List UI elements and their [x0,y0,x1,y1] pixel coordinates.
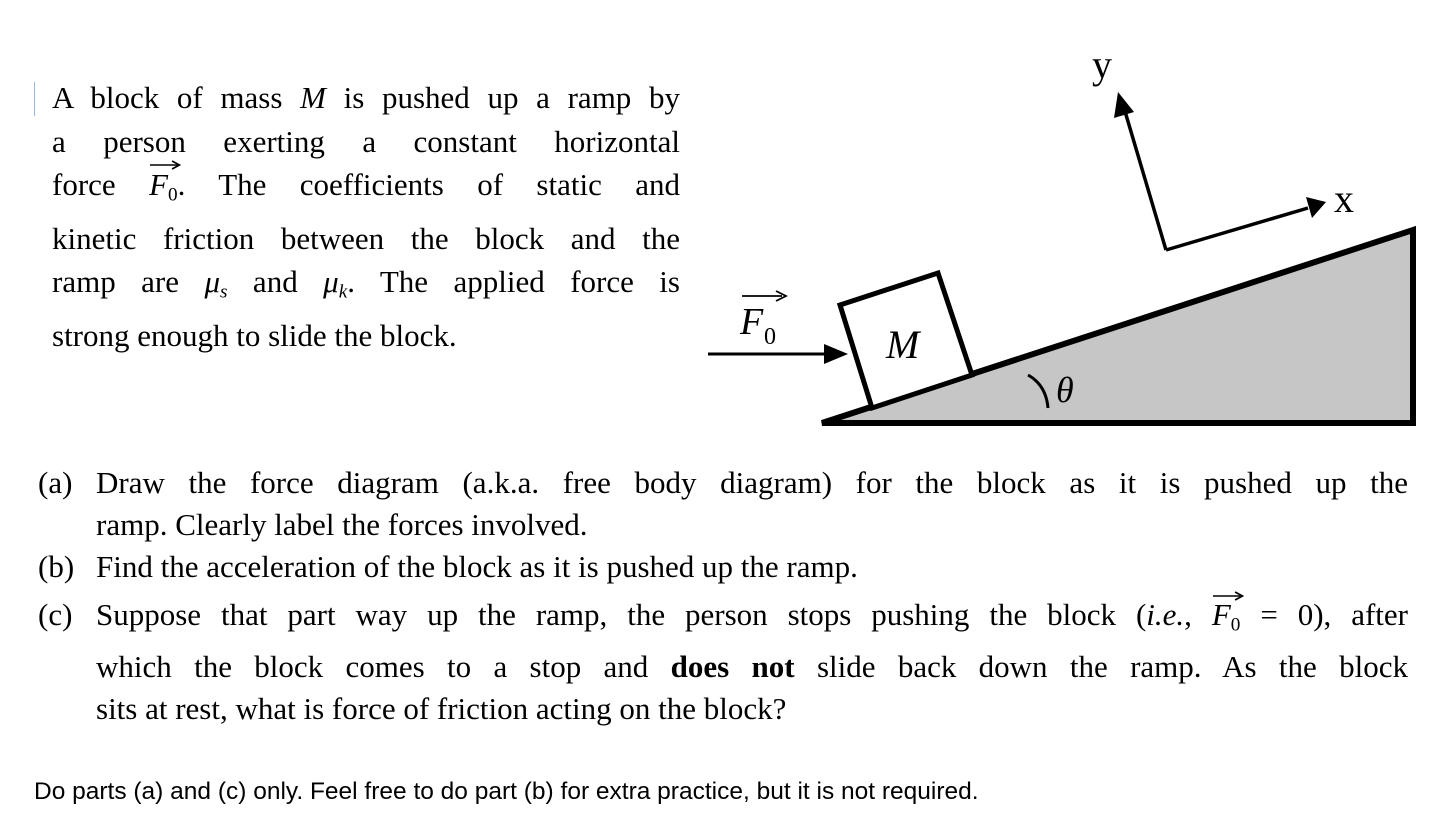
mu-kinetic: $\mu_k$ [323,264,348,303]
force-label [739,291,786,350]
force-vector-f0: $F_0$ [149,163,178,217]
part-a-line-1: Draw the force diagram (a.k.a. free body diagram) for the block as it is pushed up the [96,465,1408,500]
intro-line-6: strong enough to slide the block. [52,318,457,354]
axis-y-label: y [1092,42,1112,87]
part-c-line-1: Suppose that part way up the ramp, the person stops pushing the block (i.e., $F_0 = 0$), after [96,594,1408,646]
assignment-note: Do parts (a) and (c) only. Feel free to do part (b) for extra practice, but it is not required. [34,778,979,805]
part-c-label: (c) [38,597,73,632]
question-parts [38,462,1408,730]
part-b-label: (b) [38,549,75,584]
intro-line-4: kinetic friction between the block and the [52,220,680,256]
svg-text:F: F [740,301,764,343]
part-a-label: (a) [38,465,73,500]
block-label: M [886,322,920,367]
part-c [38,594,1408,730]
text-cursor [34,82,35,116]
intro-line-1: A block of mass M is pushed up a ramp by [52,80,680,115]
ramp-diagram [700,40,1430,440]
intro-line-2: a person exerting a constant horizontal [52,123,680,159]
part-b-line-1: Find the acceleration of the block as it is pushed up the ramp. [96,549,858,584]
intro-line-3: force $F_0$. The coefficients of static and [52,163,680,217]
part-b [38,546,1408,588]
problem-statement [52,76,680,358]
force-vector-f0-zero: $F_0$ [1212,594,1241,646]
force-arrow [708,344,848,364]
part-a-line-2: ramp. Clearly label the forces involved. [96,507,588,542]
coordinate-axes [1114,92,1326,250]
mu-static: $\mu_s$ [204,264,228,303]
intro-line-5: ramp are $\mu_s$ and $\mu_k$. The applied force is [52,264,680,303]
part-c-line-3: sits at rest, what is force of friction acting on the block? [96,691,787,727]
axis-x-label: x [1334,176,1354,221]
svg-text:0: 0 [764,324,776,350]
part-c-line-2: which the block comes to a stop and does not slide back down the ramp. As the block [96,649,1408,685]
part-a [38,462,1408,546]
angle-label: θ [1056,370,1074,410]
